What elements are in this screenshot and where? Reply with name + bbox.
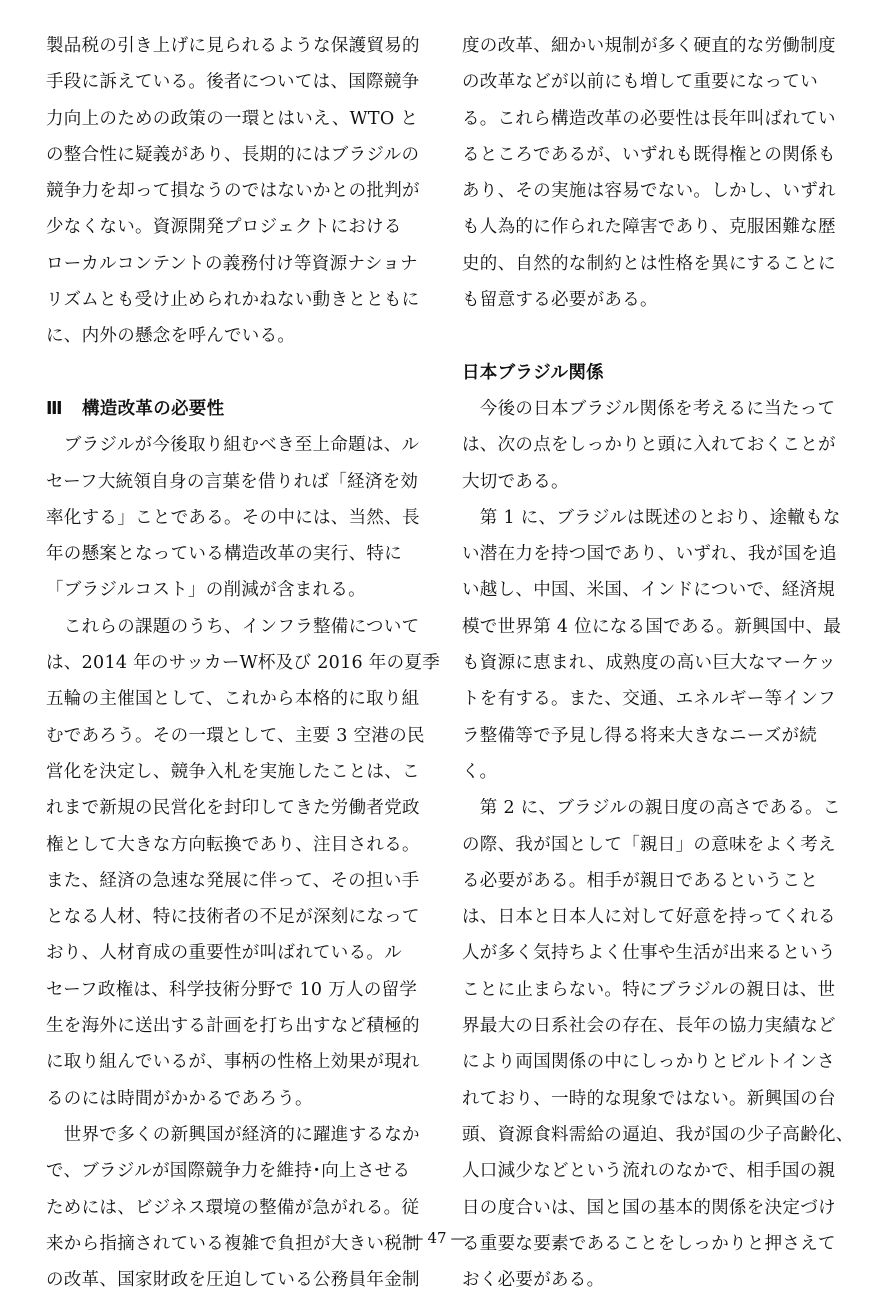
body-line: 率化する」ことである。その中には、当然、長 <box>46 507 420 528</box>
body-line: れており、一時的な現象ではない。新興国の台 <box>462 1088 836 1109</box>
body-line: おり、人材育成の重要性が叫ばれている。ル <box>46 943 402 964</box>
page-number: ― 47 ― <box>407 1229 467 1247</box>
body-line: れまで新規の民営化を封印してきた労働者党政 <box>46 798 420 819</box>
body-line: る重要な要素であることをしっかりと押さえて <box>462 1233 836 1254</box>
body-line: るところであるが、いずれも既得権との関係も <box>462 144 836 165</box>
body-line: も留意する必要がある。 <box>462 290 658 311</box>
body-line: 日の度合いは、国と国の基本的関係を決定づけ <box>462 1197 836 1218</box>
body-line: 製品税の引き上げに見られるような保護貿易的 <box>46 36 420 56</box>
body-line: セーフ政権は、科学技術分野で 10 万人の留学 <box>46 979 418 1000</box>
body-line: ためには、ビジネス環境の整備が急がれる。従 <box>46 1197 420 1218</box>
body-line: また、経済の急速な発展に伴って、その担い手 <box>46 870 420 891</box>
body-line: 少なくない。資源開発プロジェクトにおける <box>46 217 402 238</box>
body-line: 第 1 に、ブラジルは既述のとおり、途轍もな <box>462 507 841 528</box>
body-line: 度の改革、細かい規制が多く硬直的な労働制度 <box>462 36 836 56</box>
body-line: ローカルコンテントの義務付け等資源ナショナ <box>46 253 418 274</box>
body-line: る。これら構造改革の必要性は長年叫ばれてい <box>462 108 836 129</box>
body-line: 今後の日本ブラジル関係を考えるに当たって <box>462 398 836 419</box>
body-line: も人為的に作られた障害であり、克服困難な歴 <box>462 217 836 238</box>
body-line: トを有する。また、交通、エネルギー等インフ <box>462 689 836 710</box>
body-line: の改革、国家財政を圧迫している公務員年金制 <box>46 1270 420 1291</box>
body-line: おく必要がある。 <box>462 1270 605 1291</box>
body-line: 来から指摘されている複雑で負担が大きい税制 <box>46 1233 420 1254</box>
body-line: に取り組んでいるが、事柄の性格上効果が現れ <box>46 1052 420 1073</box>
body-line: あり、その実施は容易でない。しかし、いずれ <box>462 181 836 202</box>
body-line: ラ整備等で予見し得る将来大きなニーズが続 <box>462 725 818 746</box>
body-line: 世界で多くの新興国が経済的に躍進するなか <box>46 1124 420 1145</box>
body-line: い越し、中国、米国、インドについで、経済規 <box>462 580 836 601</box>
body-line: 模で世界第 4 位になる国である。新興国中、最 <box>462 616 842 637</box>
body-line: 人口減少などという流れのなかで、相手国の親 <box>462 1161 836 1182</box>
body-line: ことに止まらない。特にブラジルの親日は、世 <box>462 979 836 1000</box>
body-line: は、日本と日本人に対して好意を持ってくれる <box>462 907 836 928</box>
body-line: 「ブラジルコスト」の削減が含まれる。 <box>46 580 366 601</box>
body-line: 人が多く気持ちよく仕事や生活が出来るという <box>462 943 836 964</box>
body-line: 五輪の主催国として、これから本格的に取り組 <box>46 689 420 710</box>
body-line: 第 2 に、ブラジルの親日度の高さである。こ <box>462 798 841 819</box>
section-title: 構造改革の必要性 <box>82 398 225 419</box>
body-line: これらの課題のうち、インフラ整備について <box>46 616 420 637</box>
body-line: むであろう。その一環として、主要 3 空港の民 <box>46 725 425 746</box>
body-line: も資源に恵まれ、成熟度の高い巨大なマーケッ <box>462 653 836 674</box>
body-line: 手段に訴えている。後者については、国際競争 <box>46 72 420 93</box>
body-line: により両国関係の中にしっかりとビルトインさ <box>462 1052 835 1073</box>
body-line: は、次の点をしっかりと頭に入れておくことが <box>462 435 836 456</box>
body-line: に、内外の懸念を呼んでいる。 <box>46 326 296 347</box>
body-line: リズムとも受け止められかねない動きとともに <box>46 290 420 311</box>
right-column <box>462 28 854 1298</box>
body-line: 競争力を却って損なうのではないかとの批判が <box>46 181 420 202</box>
body-line: 営化を決定し、競争入札を実施したことは、こ <box>46 761 420 782</box>
body-line: 生を海外に送出する計画を打ち出すなど積極的 <box>46 1016 420 1037</box>
body-line: の改革などが以前にも増して重要になってい <box>462 72 818 93</box>
body-line: る必要がある。相手が親日であるということ <box>462 870 818 891</box>
section-heading: 日本ブラジル関係 <box>462 362 604 383</box>
body-line: るのには時間がかかるであろう。 <box>46 1088 313 1109</box>
body-line: い潜在力を持つ国であり、いずれ、我が国を追 <box>462 544 837 565</box>
body-line: 史的、自然的な制約とは性格を異にすることに <box>462 253 836 274</box>
body-line: の整合性に疑義があり、長期的にはブラジルの <box>46 144 420 165</box>
section-number: Ⅲ <box>46 398 63 419</box>
body-line: 大切である。 <box>462 471 569 492</box>
body-line: セーフ大統領自身の言葉を借りれば「経済を効 <box>46 471 419 492</box>
section-heading <box>46 391 416 427</box>
body-line: 年の懸案となっている構造改革の実行、特に <box>46 544 402 565</box>
body-line: となる人材、特に技術者の不足が深刻になって <box>46 907 420 928</box>
body-line: の際、我が国として「親日」の意味をよく考え <box>462 834 836 855</box>
body-line: は、2014 年のサッカーW杯及び 2016 年の夏季 <box>46 653 440 674</box>
body-line: 権として大きな方向転換であり、注目される。 <box>46 834 420 855</box>
body-line: 力向上のための政策の一環とはいえ、WTO と <box>46 108 419 129</box>
body-line: 界最大の日系社会の存在、長年の協力実績など <box>462 1016 836 1037</box>
body-line: く。 <box>462 761 498 782</box>
body-line: で、ブラジルが国際競争力を維持･向上させる <box>46 1161 411 1182</box>
body-line: ブラジルが今後取り組むべき至上命題は、ル <box>46 435 420 456</box>
body-line: 頭、資源食料需給の逼迫、我が国の少子高齢化、 <box>462 1124 854 1145</box>
